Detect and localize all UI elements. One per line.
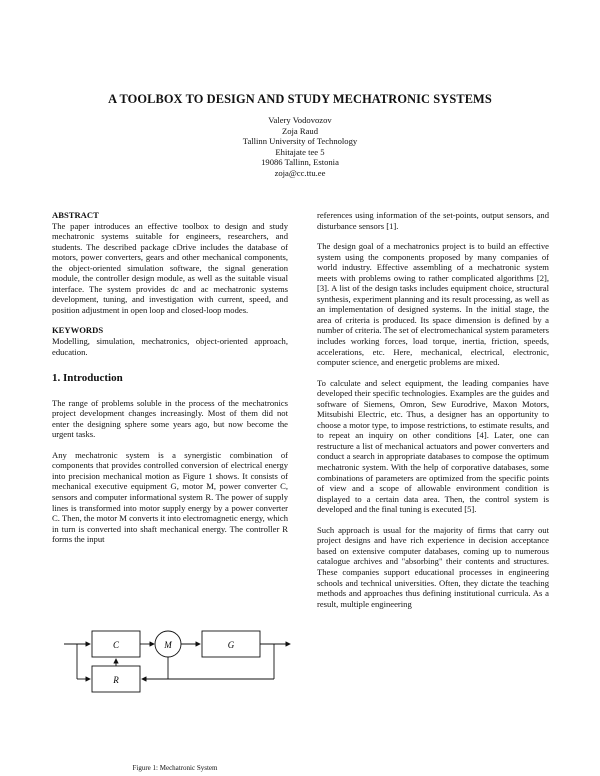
mechatronic-system-diagram bbox=[62, 626, 312, 751]
right-column bbox=[317, 210, 549, 619]
section-heading-introduction: 1. Introduction bbox=[52, 372, 123, 385]
right-paragraph-1: references using information of the set-points, output sensors, and disturbance sensors [1]. bbox=[317, 210, 549, 231]
author-block bbox=[150, 115, 450, 179]
controller-label: R bbox=[113, 675, 119, 685]
figure-caption: Figure 1: Mechatronic System bbox=[132, 764, 218, 772]
keywords-text: Modelling, simulation, mechatronics, object-oriented approach, education. bbox=[52, 336, 288, 357]
intro-paragraph-1: The range of problems soluble in the process of the mechatronics project development changes increasingly. Most of them did not enter the designing sphere some years ago, but now become the urgent tasks. bbox=[52, 397, 288, 440]
motor-label: M bbox=[164, 640, 172, 650]
author-name: Zoja Raud bbox=[281, 125, 319, 136]
author-email: zoja@cc.ttu.ee bbox=[274, 167, 326, 178]
address-street: Ehitajate tee 5 bbox=[275, 146, 325, 157]
converter-label: C bbox=[112, 640, 120, 650]
right-paragraph-2: The design goal of a mechatronics project is to build an effective system using the components proposed by many companies of world industry. Effective assembling of a mechatronic system meets with problems owing to rather complicated algorithms [2], [3]. A list of the design tasks includes equipment choice, structural synthesis, experiment planning and its result processing, as well as an implementation of designed systems. In the initial stage, the area of criteria is produced. Its space dimension is defined by a number of criteria. The set of electromechanical system parameters includes working forces, load torque, inertia, friction, speeds, accelerations, etc. Here, mechanical, electrical, electronic, computer science, and energetic problems are mixed. bbox=[317, 241, 549, 368]
gear-label: G bbox=[227, 640, 235, 650]
address-city: 19086 Tallinn, Estonia bbox=[261, 157, 339, 168]
paper-title: A TOOLBOX TO DESIGN AND STUDY MECHATRONIC SYSTEMS bbox=[108, 92, 492, 106]
affiliation: Tallinn University of Technology bbox=[242, 136, 358, 147]
left-column bbox=[52, 210, 288, 555]
intro-paragraph-2: Any mechatronic system is a synergistic combination of components that provides controlled conversion of electrical energy into precision mechanical motion as Figure 1 shows. It consists of mechanical executive equipment G, motor M, power converter C, sensors and computer informational system R. The power of supply lines is transformed into motor supply energy by a power converter C. Then, the motor M converts it into electromagnetic energy, which in turn is converted into shaft mechanical energy. The controller R forms the input bbox=[52, 449, 288, 545]
keywords-heading: KEYWORDS bbox=[52, 325, 104, 336]
right-paragraph-3: To calculate and select equipment, the leading companies have developed their specific technologies. Examples are the guides and software of Siemens, Omron, Sew Eurodrive, Maxon Motors, Mitsubishi Electric, etc. Thus, a designer has an opportunity to choose a motor type, to impose restrictions, to estimate results, and to repeat an inquiry on other conditions [4]. Later, one can restructure a list of mechanical actuators and power converters and conduct a search in appropriate databases to compose the optimum mechatronic system. With the help of corporative databases, some combinations of parameters are optimized from the specific points of view and a scope of allowable environment condition is displayed to a certain data area. Then, the control system is developed and the final tuning is executed [5]. bbox=[317, 377, 549, 515]
abstract-heading: ABSTRACT bbox=[52, 210, 99, 220]
abstract-text: The paper introduces an effective toolbox to design and study mechatronic systems suitable for engineers, researchers, and students. The described package cDrive includes the database of motors, power converters, gears and other mechanical components, the object-oriented simulation software, the signal generation module, the controller design module, as well as the suitable visual interface. The system provides dc and ac mechatronic systems development, tuning, and investigation with current, speed, and position adjustment in open loop and closed-loop modes. bbox=[52, 220, 288, 315]
right-paragraph-4: Such approach is usual for the majority of firms that carry out project designs and have rich experience in decision acceptance based on extensive computer databases, coming up to numerous catalogue archives and "absorbing" their contents and structures. These companies support educational processes in engineering schools and technical universities. Often, they dictate the teaching methods and approaches thus defining institutional curricula. As a result, multiple engineering bbox=[317, 524, 549, 609]
author-name: Valery Vodovozov bbox=[268, 115, 332, 125]
